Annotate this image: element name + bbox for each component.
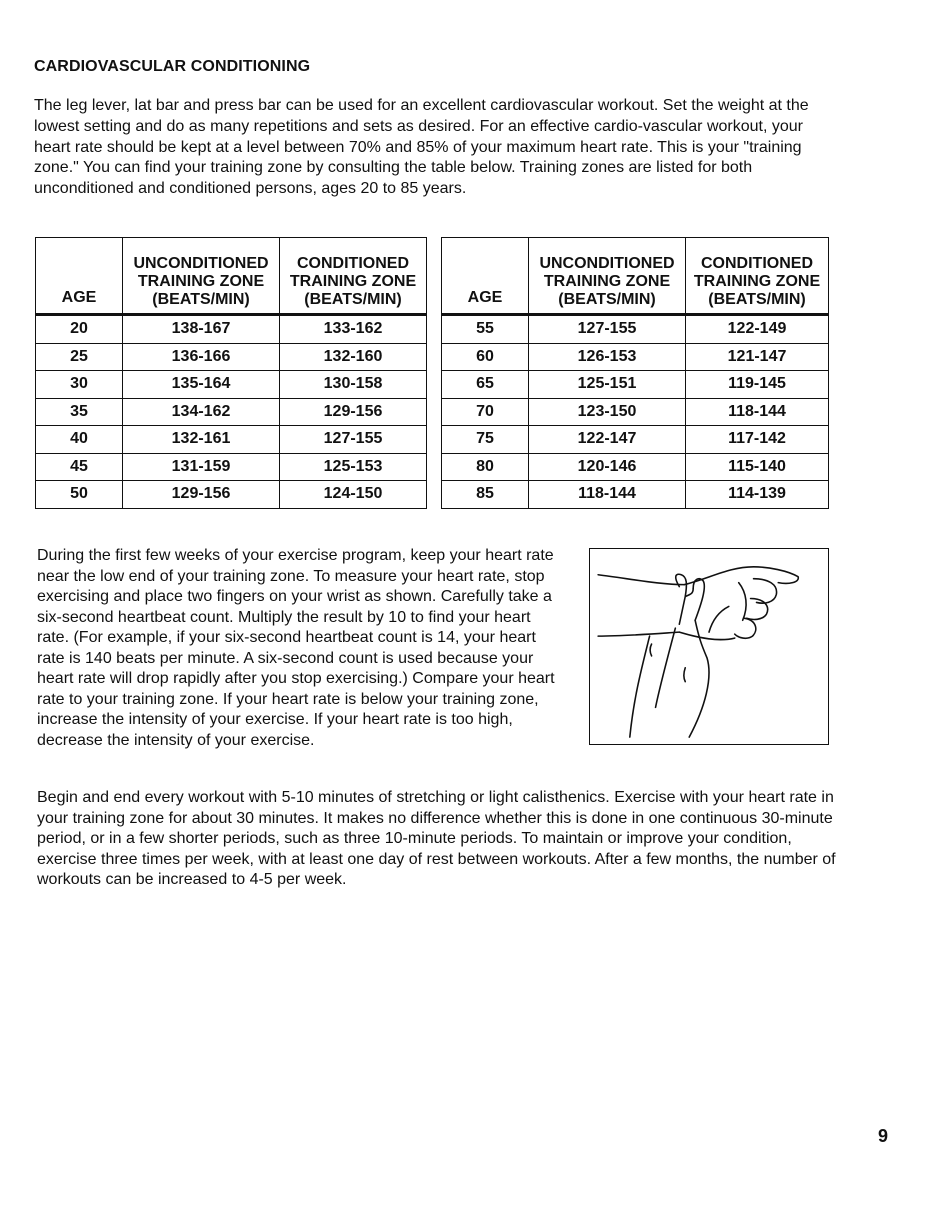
conditioned-cell: 129-156 — [280, 398, 427, 426]
table-row — [36, 481, 427, 509]
conditioned-cell: 121-147 — [686, 343, 829, 371]
table-row — [36, 398, 427, 426]
header-line: (BEATS/MIN) — [304, 291, 402, 308]
table-row — [36, 315, 427, 344]
conditioned-cell: 130-158 — [280, 371, 427, 399]
unconditioned-cell: 134-162 — [123, 398, 280, 426]
age-cell: 25 — [36, 343, 123, 371]
conditioned-cell: 133-162 — [280, 315, 427, 344]
table-header-row — [36, 238, 427, 315]
unconditioned-cell: 127-155 — [529, 315, 686, 344]
conditioned-cell: 119-145 — [686, 371, 829, 399]
age-cell: 85 — [442, 481, 529, 509]
header-line: (BEATS/MIN) — [152, 291, 250, 308]
wrist-pulse-icon — [590, 549, 828, 744]
conditioned-cell: 115-140 — [686, 453, 829, 481]
unconditioned-cell: 131-159 — [123, 453, 280, 481]
conditioned-header — [686, 238, 829, 315]
age-cell: 60 — [442, 343, 529, 371]
pulse-instructions: During the first few weeks of your exercise program, keep your heart rate near the low end of your training zone. To measure your heart rate, stop exercising and place two fingers on your wrist as shown. Carefully take a six-second heartbeat count. Multiply the result by 10 to find your heart rate. (For example, if your six-second heartbeat count is 14, your heart rate is 140 beats per minute. A six-second count is used because your heart rate will drop rapidly after you stop exercising.) Compare your heart rate to your training zone. If your heart rate is below your training zone, increase the intensity of your exercise. If your heart rate is too high, decrease the intensity of your exercise. — [37, 547, 555, 749]
wrist-pulse-illustration — [589, 548, 829, 745]
table-row — [36, 343, 427, 371]
conditioned-cell: 117-142 — [686, 426, 829, 454]
age-cell: 55 — [442, 315, 529, 344]
header-line: UNCONDITIONED — [133, 255, 269, 272]
unconditioned-header — [529, 238, 686, 315]
header-line: TRAINING ZONE — [289, 273, 417, 290]
table-row — [36, 453, 427, 481]
age-cell: 80 — [442, 453, 529, 481]
unconditioned-cell: 126-153 — [529, 343, 686, 371]
table-row — [442, 315, 829, 344]
table-row — [442, 453, 829, 481]
age-cell: 45 — [36, 453, 123, 481]
unconditioned-cell: 135-164 — [123, 371, 280, 399]
table-header-row — [442, 238, 829, 315]
unconditioned-cell: 132-161 — [123, 426, 280, 454]
training-zone-table-right — [441, 237, 829, 509]
age-cell: 50 — [36, 481, 123, 509]
age-cell: 30 — [36, 371, 123, 399]
table-row — [36, 426, 427, 454]
table-row — [442, 398, 829, 426]
conditioned-cell: 127-155 — [280, 426, 427, 454]
unconditioned-cell: 125-151 — [529, 371, 686, 399]
unconditioned-cell: 129-156 — [123, 481, 280, 509]
header-line: (BEATS/MIN) — [558, 291, 656, 308]
closing-paragraph: Begin and end every workout with 5-10 minutes of stretching or light calisthenics. Exercise with your heart rate in your training zone for about 30 minutes. It makes no difference whether this is done in one continuous 30-minute period, or in a few shorter periods, such as three 10-minute periods. To maintain or improve your condition, exercise three times per week, with at least one day of rest between workouts. After a few months, the number of workouts can be increased to 4-5 per week. — [37, 789, 836, 888]
unconditioned-cell: 118-144 — [529, 481, 686, 509]
conditioned-cell: 132-160 — [280, 343, 427, 371]
unconditioned-cell: 138-167 — [123, 315, 280, 344]
age-header: AGE — [36, 238, 123, 315]
header-line: TRAINING ZONE — [693, 273, 821, 290]
section-title: CARDIOVASCULAR CONDITIONING — [34, 58, 311, 75]
age-cell: 75 — [442, 426, 529, 454]
conditioned-cell: 124-150 — [280, 481, 427, 509]
table-row — [442, 343, 829, 371]
conditioned-cell: 122-149 — [686, 315, 829, 344]
header-line: CONDITIONED — [297, 255, 409, 272]
unconditioned-cell: 122-147 — [529, 426, 686, 454]
header-line: TRAINING ZONE — [543, 273, 671, 290]
header-line: UNCONDITIONED — [539, 255, 675, 272]
training-zone-table-left — [35, 237, 427, 509]
age-cell: 35 — [36, 398, 123, 426]
header-line: TRAINING ZONE — [137, 273, 265, 290]
page-number: 9 — [878, 1126, 889, 1146]
table-row — [442, 481, 829, 509]
header-line: (BEATS/MIN) — [708, 291, 806, 308]
table-row — [442, 371, 829, 399]
unconditioned-cell: 136-166 — [123, 343, 280, 371]
unconditioned-cell: 120-146 — [529, 453, 686, 481]
age-cell: 65 — [442, 371, 529, 399]
conditioned-cell: 125-153 — [280, 453, 427, 481]
unconditioned-cell: 123-150 — [529, 398, 686, 426]
table-row — [36, 371, 427, 399]
header-line: CONDITIONED — [701, 255, 813, 272]
age-cell: 70 — [442, 398, 529, 426]
conditioned-cell: 118-144 — [686, 398, 829, 426]
age-cell: 40 — [36, 426, 123, 454]
intro-paragraph: The leg lever, lat bar and press bar can be used for an excellent cardiovascular workout. Set the weight at the lowest setting and do as many repetitions and sets as desired. For an effective cardio-vascular workout, your heart rate should be kept at a level between 70% and 85% of your maximum heart rate. This is your "training zone." You can find your training zone by consulting the table below. Training zones are listed for both unconditioned and conditioned persons, ages 20 to 85 years. — [34, 97, 809, 198]
conditioned-header — [280, 238, 427, 315]
age-cell: 20 — [36, 315, 123, 344]
conditioned-cell: 114-139 — [686, 481, 829, 509]
table-row — [442, 426, 829, 454]
age-header: AGE — [442, 238, 529, 315]
unconditioned-header — [123, 238, 280, 315]
